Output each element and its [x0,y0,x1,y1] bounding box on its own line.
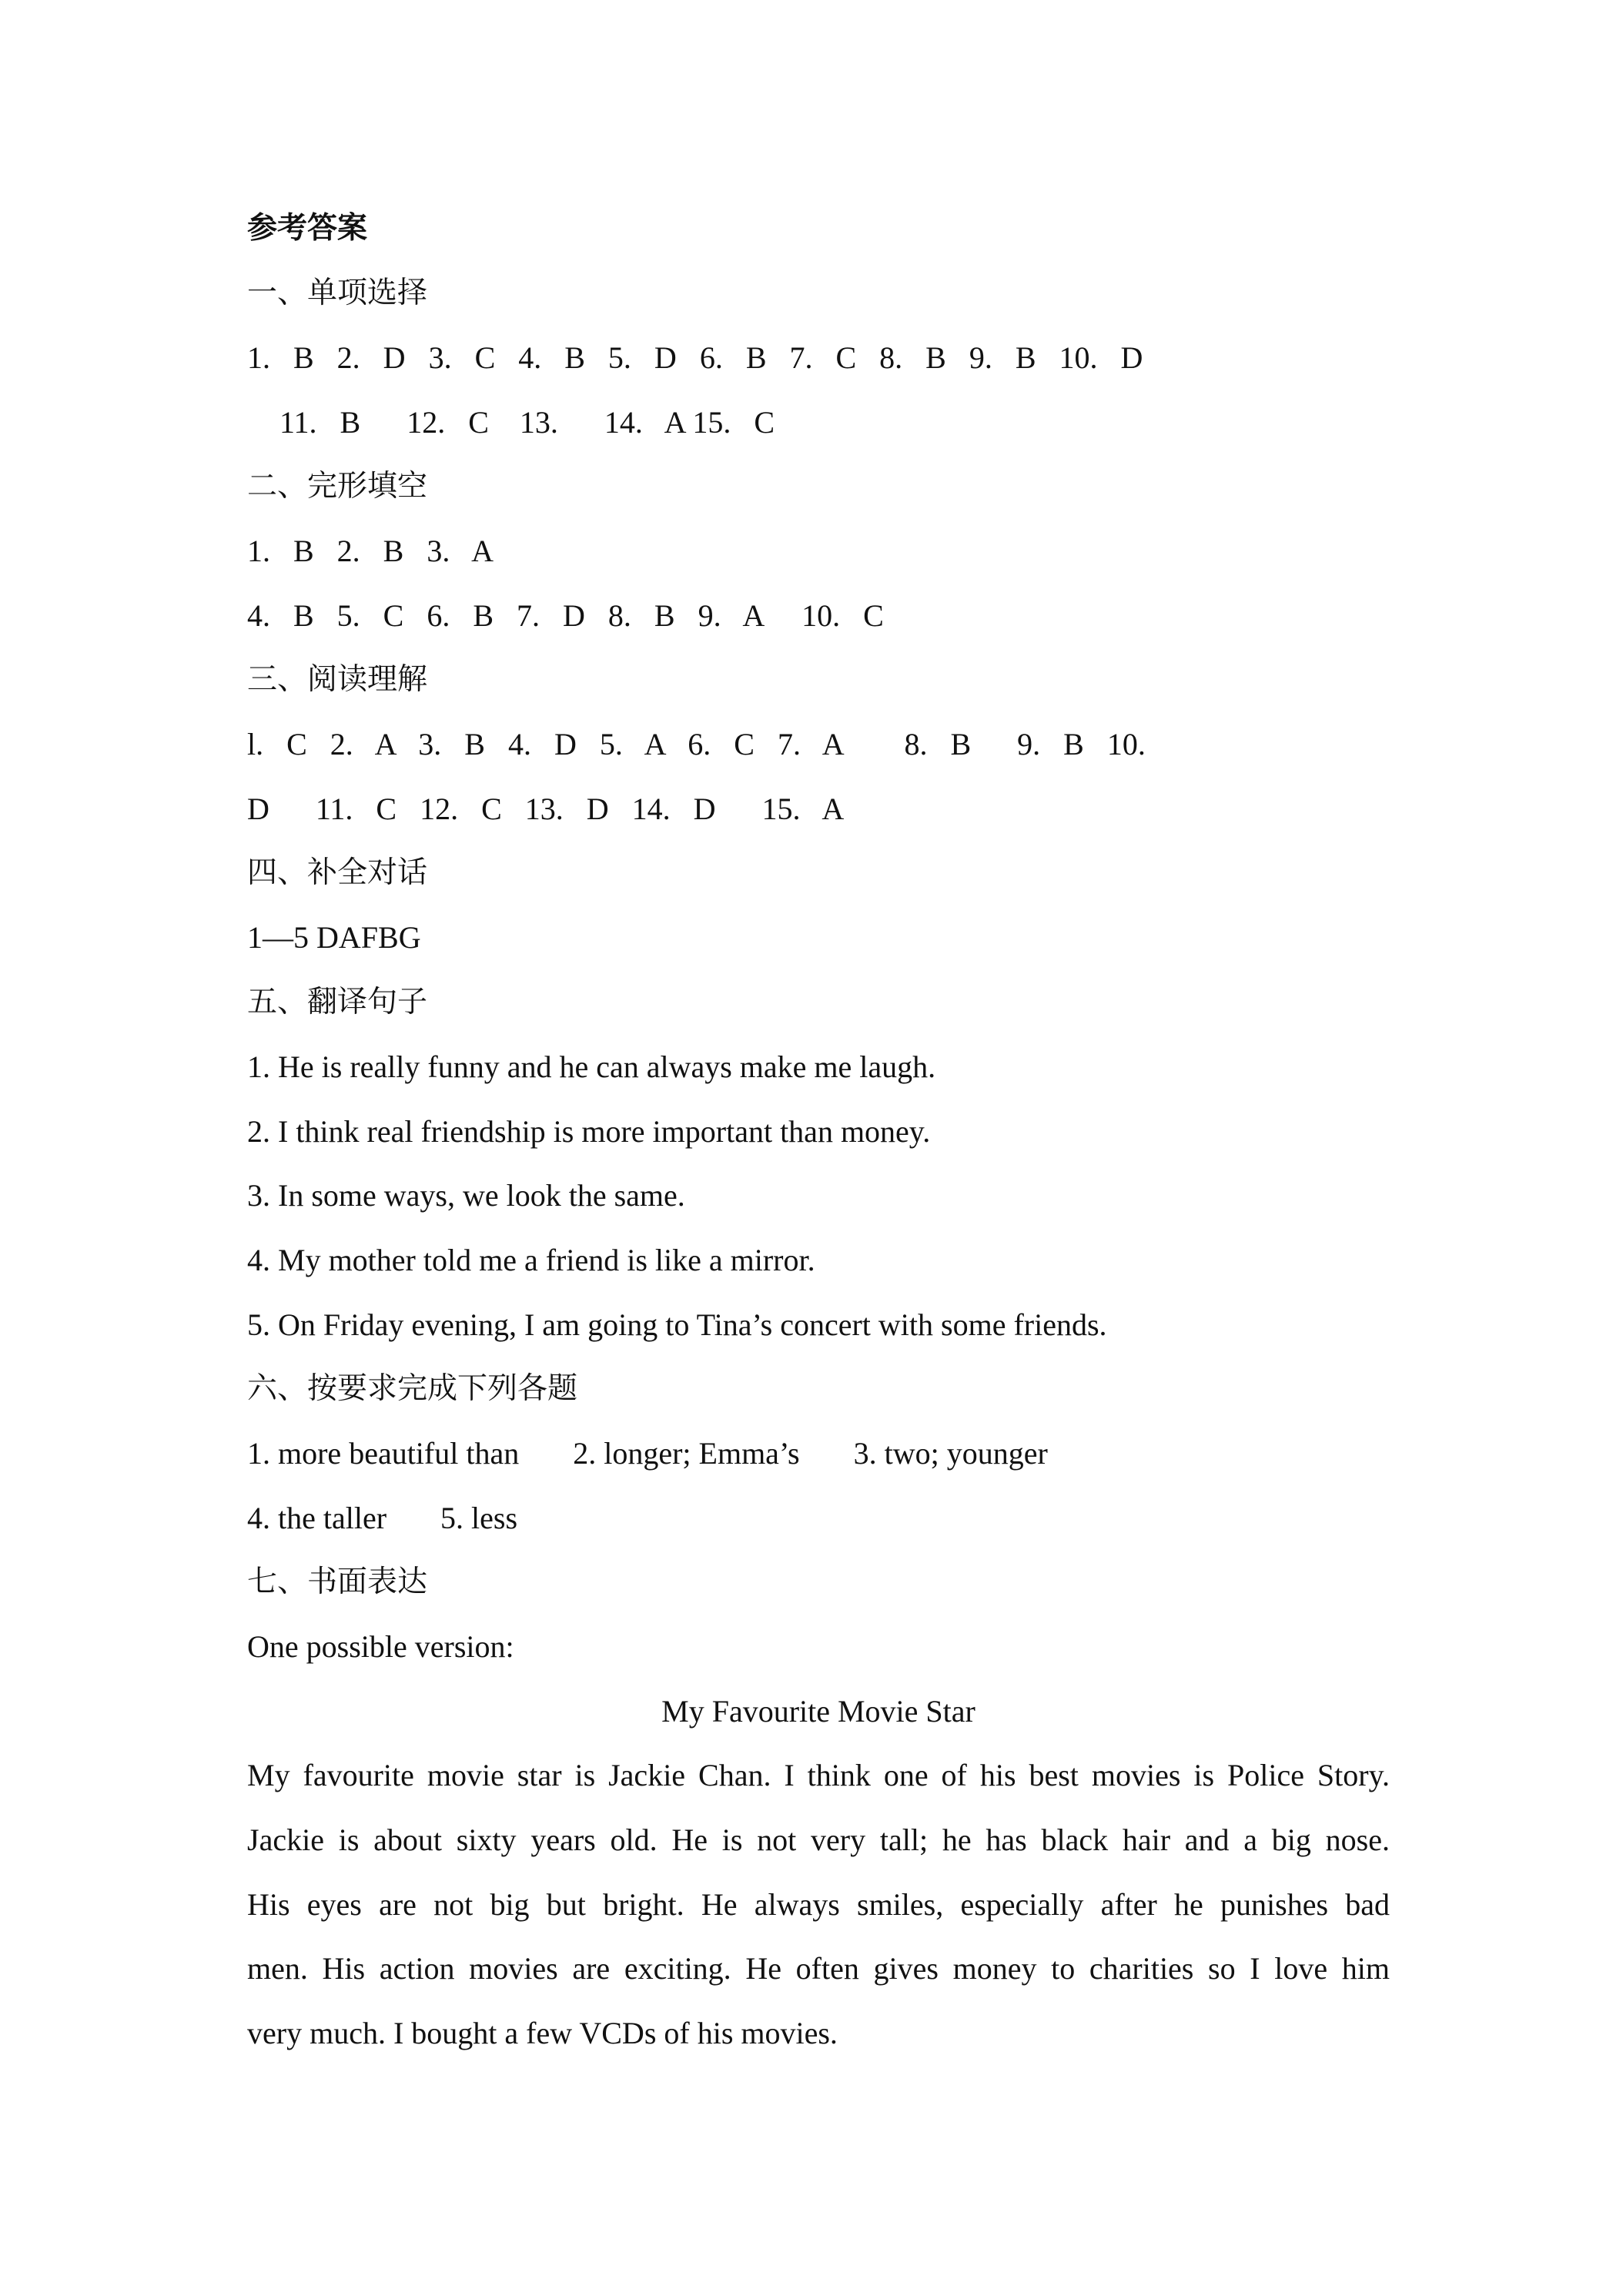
essay-title: My Favourite Movie Star [661,1694,975,1729]
section-heading-5: 五、翻译句子 [247,985,428,1019]
translation-line: 2. I think real friendship is more important than money. [247,1114,931,1149]
page-title: 参考答案 [247,211,368,246]
answer-line: 11. B 12. C 13. 14. A 15. C [279,405,775,440]
section-heading-1: 一、单项选择 [247,276,428,310]
answer-line: 1. B 2. D 3. C 4. B 5. D 6. B 7. C 8. B 9. B 10. D [247,340,1143,375]
translation-line: 1. He is really funny and he can always make me laugh. [247,1049,936,1084]
essay-intro: One possible version: [247,1629,514,1664]
answer-line: D 11. C 12. C 13. D 14. D 15. A [247,792,845,826]
essay-line: His eyes are not big but bright. He always smiles, especially after he punishes bad [247,1887,1390,1922]
essay-line: My favourite movie star is Jackie Chan. I think one of his best movies is Police Story. [247,1758,1390,1792]
section-heading-6: 六、按要求完成下列各题 [247,1371,578,1406]
translation-line: 3. In some ways, we look the same. [247,1178,685,1213]
essay-line: men. His action movies are exciting. He often gives money to charities so I love him [247,1951,1390,1986]
answer-line: 4. B 5. C 6. B 7. D 8. B 9. A 10. C [247,598,884,633]
section-heading-7: 七、书面表达 [247,1565,428,1599]
answer-line: 4. the taller 5. less [247,1501,518,1535]
answer-line: 1. more beautiful than 2. longer; Emma’s 3. two; younger [247,1436,1048,1471]
answer-line: 1—5 DAFBG [247,920,421,955]
section-heading-2: 二、完形填空 [247,469,428,504]
answer-line: l. C 2. A 3. B 4. D 5. A 6. C 7. A 8. B 9. B 10. [247,727,1146,761]
answer-line: 1. B 2. B 3. A [247,534,494,568]
translation-line: 4. My mother told me a friend is like a mirror. [247,1243,815,1277]
essay-line: very much. I bought a few VCDs of his movies. [247,2016,838,2050]
essay-line: Jackie is about sixty years old. He is not very tall; he has black hair and a big nose. [247,1822,1390,1857]
section-heading-3: 三、阅读理解 [247,662,428,697]
section-heading-4: 四、补全对话 [247,855,428,890]
translation-line: 5. On Friday evening, I am going to Tina’s concert with some friends. [247,1307,1107,1342]
